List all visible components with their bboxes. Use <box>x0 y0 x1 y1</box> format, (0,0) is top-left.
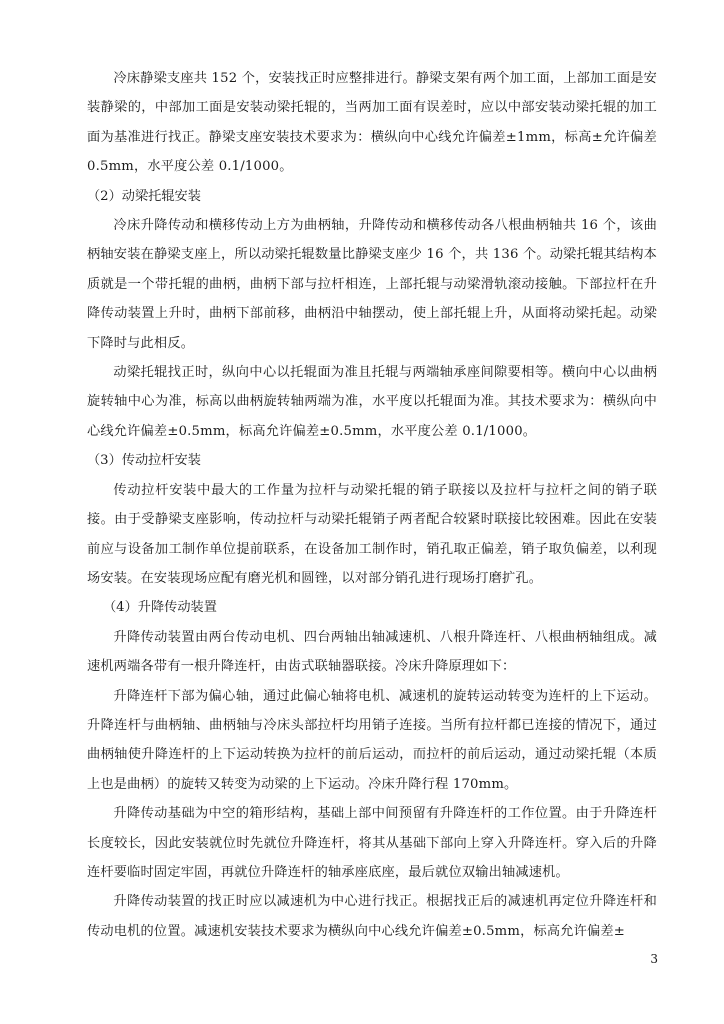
section-heading-lifting-drive: （4）升降传动装置 <box>103 600 217 616</box>
paragraph-lifting-drive-composition: 升降传动装置由两台传动电机、四台两轴出轴减速机、八根升降连杆、八根曲柄轴组成。减速机两端各带有一根升降连杆，由齿式联轴器联接。冷床升降原理如下： <box>87 629 657 675</box>
paragraph-moving-beam-roller-structure: 冷床升降传动和横移传动上方为曲柄轴，升降传动和横移传动各八根曲柄轴共 16 个，该曲柄轴安装在静梁支座上，所以动梁托辊数量比静梁支座少 16 个，共 136 个。动梁托辊其结构本质就是一个带托辊的曲柄，曲柄下部与拉杆相连，上部托辊与动梁滑轨滚动接触。下部拉杆在升降传动装置上升时，曲柄下部前移，曲柄沿中轴摆动，使上部托辊上升，从面将动梁托起。动梁下降时与此相反。 <box>87 218 657 351</box>
document-body <box>87 64 657 946</box>
section-heading-moving-beam-roller: （2）动梁托辊安装 <box>87 188 201 204</box>
paragraph-lifting-alignment: 升降传动装置的找正时应以减速机为中心进行找正。根据找正后的减速机再定位升降连杆和传动电机的位置。减速机安装技术要求为横纵向中心线允许偏差±0.5mm，标高允许偏差± <box>87 894 657 939</box>
paragraph-static-beam-support: 冷床静梁支座共 152 个，安装找正时应整排进行。静梁支架有两个加工面，上部加工面是安装静梁的，中部加工面是安装动梁托辊的，当两加工面有误差时，应以中部安装动梁托辊的加工面为基准进行找正。静梁支座安装技术要求为：横纵向中心线允许偏差±1mm，标高±允许偏差 0.5mm，水平度公差 0.1/1000。 <box>87 71 657 175</box>
section-heading-drive-rod: （3）传动拉杆安装 <box>87 453 201 469</box>
paragraph-lifting-principle: 升降连杆下部为偏心轴，通过此偏心轴将电机、减速机的旋转运动转变为连杆的上下运动。升降连杆与曲柄轴、曲柄轴与冷床头部拉杆均用销子连接。当所有拉杆都已连接的情况下，通过曲柄轴使升降连杆的上下运动转换为拉杆的前后运动，而拉杆的前后运动，通过动梁托辊（本质上也是曲柄）的旋转又转变为动梁的上下运动。冷床升降行程 170mm。 <box>87 688 657 792</box>
paragraph-moving-beam-roller-alignment: 动梁托辊找正时，纵向中心以托辊面为准且托辊与两端轴承座间隙要相等。横向中心以曲柄旋转轴中心为准，标高以曲柄旋转轴两端为准，水平度以托辊面为准。其技术要求为：横纵向中心线允许偏差±0.5mm，标高允许偏差±0.5mm，水平度公差 0.1/1000。 <box>87 365 657 439</box>
page-number: 3 <box>650 952 658 966</box>
paragraph-lifting-foundation: 升降传动基础为中空的箱形结构，基础上部中间预留有升降连杆的工作位置。由于升降连杆长度较长，因此安装就位时先就位升降连杆，将其从基础下部向上穿入升降连杆。穿入后的升降连杆要临时固定牢固，再就位升降连杆的轴承座底座，最后就位双输出轴减速机。 <box>87 806 657 880</box>
paragraph-drive-rod-installation: 传动拉杆安装中最大的工作量为拉杆与动梁托辊的销子联接以及拉杆与拉杆之间的销子联接。由于受静梁支座影响，传动拉杆与动梁托辊销子两者配合较紧时联接比较困难。因此在安装前应与设备加工制作单位提前联系，在设备加工制作时，销孔取正偏差，销子取负偏差，以利现场安装。在安装现场应配有磨光机和圆锉，以对部分销孔进行现场打磨扩孔。 <box>87 482 657 586</box>
